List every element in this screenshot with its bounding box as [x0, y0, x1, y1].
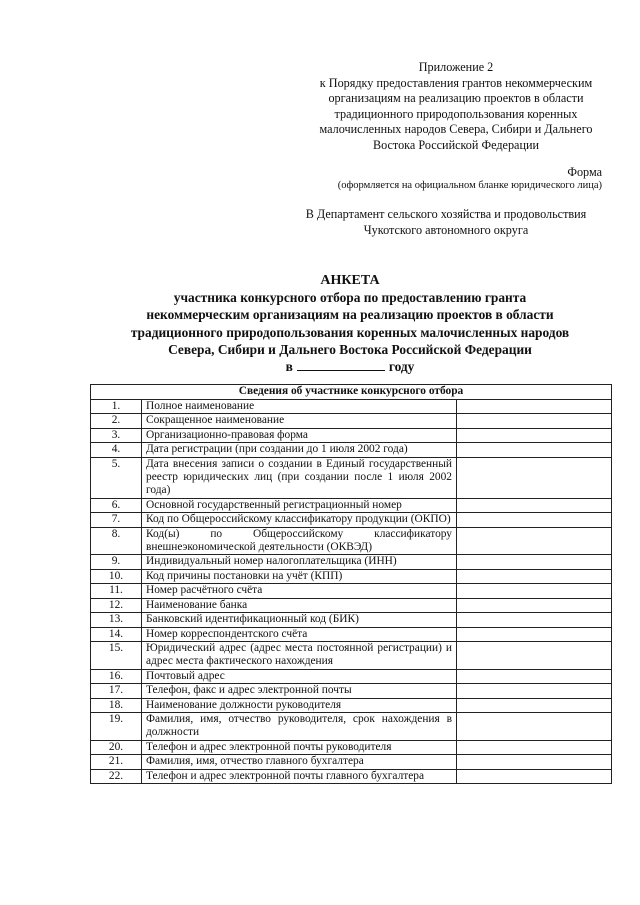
row-number: 13. [91, 613, 142, 627]
table-row [91, 613, 612, 627]
year-suffix: году [388, 359, 415, 375]
row-label: Фамилия, имя, отчество руководителя, срок нахождения в должности [142, 712, 457, 740]
table-row [91, 598, 612, 612]
row-label: Банковский идентификационный код (БИК) [142, 613, 457, 627]
row-number: 21. [91, 755, 142, 769]
row-number: 14. [91, 627, 142, 641]
row-label: Код(ы) по Общероссийскому классификатору внешнеэкономической деятельности (ОКВЭД) [142, 527, 457, 555]
row-number: 1. [91, 400, 142, 414]
row-number: 16. [91, 669, 142, 683]
row-number: 17. [91, 684, 142, 698]
row-label: Наименование банка [142, 598, 457, 612]
row-number: 3. [91, 428, 142, 442]
row-value-field[interactable] [457, 613, 612, 627]
addressee-line: В Департамент сельского хозяйства и продовольствия [305, 207, 587, 221]
row-value-field[interactable] [457, 457, 612, 498]
table-row [91, 584, 612, 598]
row-label: Полное наименование [142, 400, 457, 414]
form-note: (оформляется на официальном бланке юридического лица) [337, 180, 602, 191]
title-line: некоммерческим организациям на реализацию проектов в области [146, 307, 554, 323]
row-label: Сокращенное наименование [142, 414, 457, 428]
row-label: Телефон и адрес электронной почты главного бухгалтера [142, 769, 457, 783]
appendix-line: традиционного природопользования коренных [334, 106, 578, 121]
row-number: 2. [91, 414, 142, 428]
appendix-line: малочисленных народов Севера, Сибири и Дальнего [319, 122, 593, 136]
year-prefix: в [285, 359, 293, 375]
row-number: 22. [91, 769, 142, 783]
row-label: Юридический адрес (адрес места постоянной регистрации) и адрес места фактического нахождения [142, 641, 457, 669]
table-body [91, 400, 612, 784]
row-value-field[interactable] [457, 414, 612, 428]
title-year-line [60, 358, 640, 375]
table-row [91, 684, 612, 698]
row-label: Фамилия, имя, отчество главного бухгалтера [142, 755, 457, 769]
title-line: участника конкурсного отбора по предоставлению гранта [173, 290, 527, 306]
row-number: 19. [91, 712, 142, 740]
row-number: 11. [91, 584, 142, 598]
row-value-field[interactable] [457, 755, 612, 769]
row-label: Основной государственный регистрационный номер [142, 498, 457, 512]
row-value-field[interactable] [457, 598, 612, 612]
row-label: Наименование должности руководителя [142, 698, 457, 712]
appendix-header [300, 60, 612, 153]
row-value-field[interactable] [457, 443, 612, 457]
appendix-line: Приложение 2 [418, 60, 494, 74]
title-line: Севера, Сибири и Дальнего Востока Российской Федерации [168, 341, 532, 357]
row-label: Почтовый адрес [142, 669, 457, 683]
row-number: 12. [91, 598, 142, 612]
row-number: 5. [91, 457, 142, 498]
row-label: Код по Общероссийскому классификатору продукции (ОКПО) [142, 513, 457, 527]
table-row [91, 498, 612, 512]
row-value-field[interactable] [457, 641, 612, 669]
table-row [91, 428, 612, 442]
participant-info-table [90, 384, 612, 784]
table-row [91, 569, 612, 583]
year-blank-field[interactable] [297, 358, 385, 371]
table-row [91, 443, 612, 457]
row-value-field[interactable] [457, 527, 612, 555]
row-label: Индивидуальный номер налогоплательщика (ИНН) [142, 555, 457, 569]
addressee-line: Чукотского автономного округа [363, 222, 529, 237]
row-label: Дата регистрации (при создании до 1 июля 2002 года) [142, 443, 457, 457]
table-header: Сведения об участнике конкурсного отбора [91, 385, 612, 400]
row-number: 4. [91, 443, 142, 457]
appendix-line: организациям на реализацию проектов в области [328, 91, 584, 105]
appendix-line: к Порядку предоставления грантов некоммерческим [319, 75, 593, 90]
row-value-field[interactable] [457, 584, 612, 598]
table-row [91, 740, 612, 754]
row-value-field[interactable] [457, 400, 612, 414]
row-label: Организационно-правовая форма [142, 428, 457, 442]
row-value-field[interactable] [457, 669, 612, 683]
row-label: Дата внесения записи о создании в Единый государственный реестр юридических лиц (при создании после 1 июля 2002 года) [142, 457, 457, 498]
table-row [91, 641, 612, 669]
row-number: 15. [91, 641, 142, 669]
title-main: АНКЕТА [320, 273, 380, 288]
table-row [91, 698, 612, 712]
row-number: 8. [91, 527, 142, 555]
row-number: 20. [91, 740, 142, 754]
table-row [91, 513, 612, 527]
row-label: Телефон и адрес электронной почты руководителя [142, 740, 457, 754]
row-value-field[interactable] [457, 698, 612, 712]
row-value-field[interactable] [457, 712, 612, 740]
table-row [91, 414, 612, 428]
title-line: традиционного природопользования коренных малочисленных народов [130, 324, 570, 340]
table-row [91, 555, 612, 569]
row-value-field[interactable] [457, 684, 612, 698]
row-label: Телефон, факс и адрес электронной почты [142, 684, 457, 698]
row-value-field[interactable] [457, 740, 612, 754]
row-number: 6. [91, 498, 142, 512]
row-value-field[interactable] [457, 569, 612, 583]
table-row [91, 669, 612, 683]
row-value-field[interactable] [457, 627, 612, 641]
row-value-field[interactable] [457, 498, 612, 512]
table-row [91, 400, 612, 414]
form-label: Форма [567, 165, 602, 179]
table-row [91, 712, 612, 740]
table-row [91, 457, 612, 498]
row-number: 9. [91, 555, 142, 569]
row-number: 18. [91, 698, 142, 712]
addressee-block [280, 207, 612, 238]
row-value-field[interactable] [457, 769, 612, 783]
row-label: Код причины постановки на учёт (КПП) [142, 569, 457, 583]
table-row [91, 769, 612, 783]
table-row [91, 755, 612, 769]
row-label: Номер расчётного счёта [142, 584, 457, 598]
table-row [91, 527, 612, 555]
appendix-line: Востока Российской Федерации [372, 137, 540, 152]
row-value-field[interactable] [457, 555, 612, 569]
row-value-field[interactable] [457, 513, 612, 527]
row-number: 7. [91, 513, 142, 527]
row-label: Номер корреспондентского счёта [142, 627, 457, 641]
document-title [60, 272, 640, 375]
row-number: 10. [91, 569, 142, 583]
table-row [91, 627, 612, 641]
row-value-field[interactable] [457, 428, 612, 442]
